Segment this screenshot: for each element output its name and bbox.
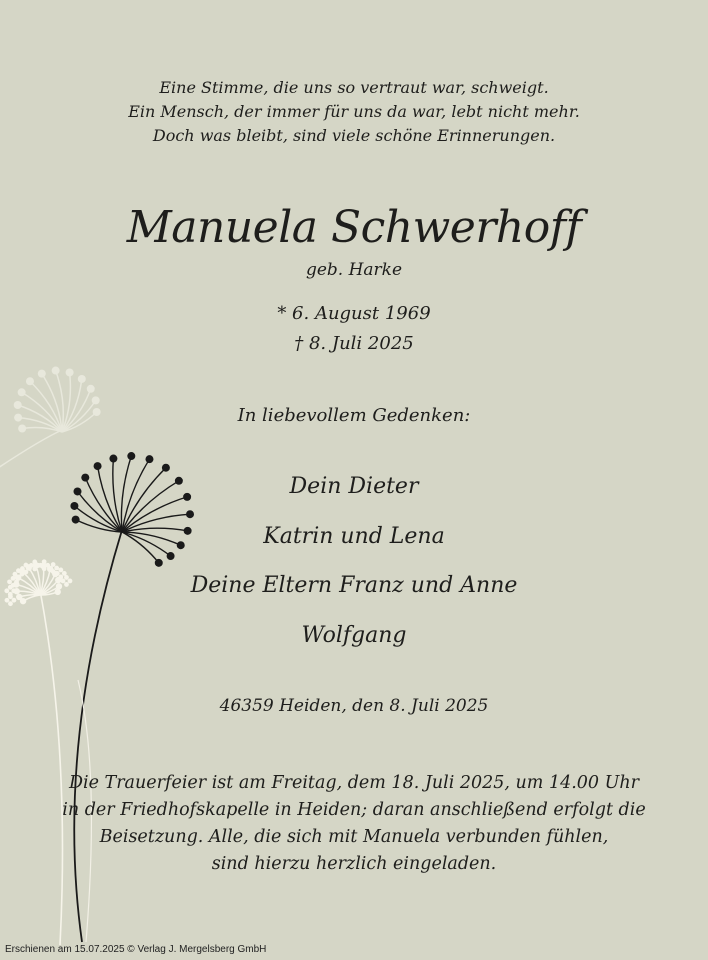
place-date: 46359 Heiden, den 8. Juli 2025	[219, 696, 489, 716]
mourner: Dein Dieter	[289, 474, 419, 499]
maiden-name: geb. Harke	[305, 260, 403, 280]
verse-line: Doch was bleibt, sind viele schöne Erinnerungen.	[152, 126, 556, 145]
mourners-list	[0, 462, 708, 660]
birth-date: * 6. August 1969	[277, 303, 431, 324]
funeral-line: Beisetzung. Alle, die sich mit Manuela verbunden fühlen,	[99, 827, 609, 847]
funeral-info	[0, 770, 708, 878]
funeral-line: Die Trauerfeier ist am Freitag, dem 18. Juli 2025, um 14.00 Uhr	[68, 773, 640, 793]
verse-line: Eine Stimme, die uns so vertraut war, schweigt.	[159, 78, 549, 97]
life-dates	[0, 299, 708, 359]
footer-credit: Erschienen am 15.07.2025 © Verlag J. Mergelsberg GmbH	[5, 944, 267, 955]
verse	[0, 76, 708, 148]
memorial-heading: In liebevollem Gedenken:	[237, 405, 471, 426]
mourner: Katrin und Lena	[263, 523, 445, 549]
funeral-line: sind hierzu herzlich eingeladen.	[211, 854, 497, 874]
deceased-name: Manuela Schwerhoff	[126, 202, 582, 253]
verse-line: Ein Mensch, der immer für uns da war, lebt nicht mehr.	[128, 102, 580, 121]
funeral-line: in der Friedhofskapelle in Heiden; daran anschließend erfolgt die	[62, 800, 646, 820]
mourner: Wolfgang	[301, 622, 407, 648]
death-date: † 8. Juli 2025	[294, 333, 414, 354]
mourner: Deine Eltern Franz und Anne	[190, 573, 518, 598]
